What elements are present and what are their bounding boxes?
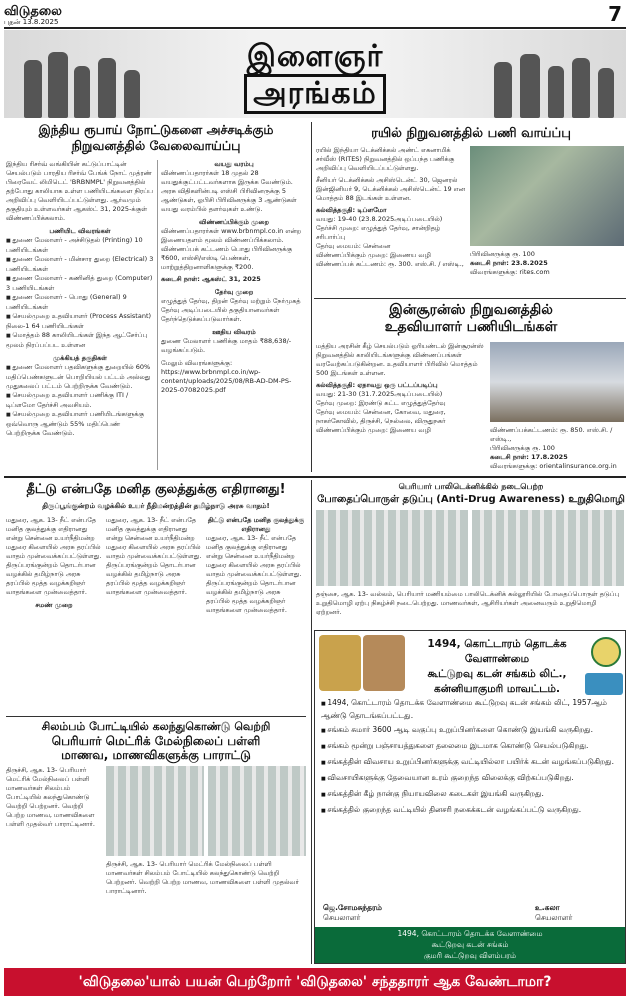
cooperative-ad: [314, 630, 626, 964]
ad-title: [407, 637, 587, 697]
silambam-headline: [6, 720, 306, 762]
insurance-center: தேர்வு மையம்: சென்னை, கோவை, மதுரை, நாகர்கோவில், திருச்சி, நெல்லை, விருதுநகர்: [316, 408, 446, 425]
portrait-photo: [363, 635, 405, 691]
vacancy-section-title: பணியிட விவரங்கள்: [49, 227, 111, 235]
banner: [4, 30, 626, 118]
silambam-headline-3: மாணவ, மாணவிகளுக்கு பாராட்டு: [61, 748, 251, 762]
insurance-mode: விண்ணப்பிக்கும் முறை: இணைய வழி: [316, 426, 431, 434]
more-info-link: மேலும் விவரங்களுக்கு: https://www.brbnmpl.co.in/wp-content/uploads/2025/08/RB-AD-DM-PS-2025-07082025.pdf: [161, 359, 292, 394]
portrait-photo: [319, 635, 361, 691]
ad-bottom-2: கூட்டுறவு கடன் சங்கம்: [431, 940, 509, 949]
court-sub3: சமண் முறை: [35, 601, 73, 609]
rail-fee2: பிரிவினருக்கு ரூ. 100: [470, 250, 535, 258]
drug-pre-headline: பெரியார் பாலிடெக்னிக்கில் நடைபெற்ற: [398, 482, 544, 491]
rail-headline: ரயில் நிறுவனத்தில் பணி வாய்ப்பு: [371, 126, 571, 141]
vacancy-item: ■ துணை மேலாளர் - பொது (General) 9 பணியிடங்கள்: [6, 293, 154, 312]
ad-title-3: கன்னியாகுமரி மாவட்டம்.: [433, 683, 560, 695]
banner-line1: இளைஞர்: [246, 39, 384, 74]
ad-points: [321, 697, 621, 901]
silambam-text: திருச்சி, ஆக. 13- பெரியார் மெட்ரிக் மேல்நிலைப் பள்ளி மாணவர்கள் சிலம்பம் போட்டியில் கலந்துகொண்டு வெற்றி பெற்றனர். வெற்றி பெற்ற மாணவ, மாணவிகளை பள்ளி முதல்வர் பாராட்டினார்.: [6, 766, 95, 828]
silambam-text-2: திருச்சி, ஆக. 13- பெரியார் மெட்ரிக் மேல்நிலைப் பள்ளி மாணவர்கள் சிலம்பம் போட்டியில் கலந்துகொண்டு வெற்றி பெற்றனர். வெற்றி பெற்ற மாணவ, மாணவிகளை பள்ளி முதல்வர் பாராட்டினார்.: [106, 860, 299, 895]
insurance-age: வயது: 21-30 (31.7.2025அடிப்படையில்): [316, 390, 443, 398]
insurance-headline: [316, 302, 626, 336]
court-sub2: திட்டு என்பதே மனித குலத்துக்கு எதிரானது: [207, 516, 305, 533]
ad-point: ■ சங்கத்தின் விவசாய உறுப்பினர்களுக்கு வட்டியில்லா பயிர்க் கடன் வழங்கப்படுகிறது.: [321, 756, 621, 769]
ad-point: ■ சங்கம் மூன்று பஞ்சாயத்துகளை தலைமை இடமாக கொண்டு செயல்படுகிறது.: [321, 740, 621, 753]
ad-point: ■ 1494, கொட்டாரம் தொடக்க வேளாண்மை கூட்டுறவு கடன் சங்கம் லிட், 1957ஆம் ஆண்டு தொடங்கப்பட்டது.: [321, 697, 621, 721]
rail-side: [470, 250, 624, 296]
insurance-side: [490, 426, 624, 472]
court-subheadline: திருப்பூங்குன்றம் வழக்கில் உயர் நீதிமன்றத்தின் தமிழ்நாடு அரசு வாதம்!: [42, 502, 270, 510]
silambam-body: [6, 766, 102, 962]
apply-title: விண்ணப்பிக்கும் முறை: [199, 218, 269, 226]
students-photo: [208, 766, 306, 856]
banner-line2: அரங்கம்: [244, 74, 385, 114]
rail-body: [316, 146, 466, 296]
apply-text: விண்ணப்பதாரர்கள் www.brbnmpl.co.in என்ற இணையதளம் மூலம் விண்ணப்பிக்கலாம். விண்ணப்பக் கட்டணம் பொது பிரிவினருக்கு ₹600, எஸ்சி/எஸ்டி பெண்கள், மாற்றுத்திறனாளிகளுக்கு ₹200.: [161, 227, 302, 271]
ad-title-2: கூட்டுறவு கடன் சங்கம் லிட்.,: [427, 668, 567, 680]
court-body-2: மதுரை, ஆக. 13- நீட் என்பதே மனித குலத்துக்கு எதிரானது என்று சென்னை உயர்நீதிமன்ற மதுரை கிளையில் அரசு தரப்பில் வாதம் முன்வைக்கப்பட்டுள்ளது. திருப்பரங்குன்றம் தொடர்பான வழக்கில் தமிழ்நாடு அரசு தரப்பில் மூத்த வழக்கறிஞர் வாதங்களை முன்வைத்தார்.: [106, 516, 202, 596]
salary-title: ஊதிய விவரம்: [212, 328, 256, 336]
currency-headline-1: இந்திய ரூபாய் நோட்டுகளை அச்சடிக்கும்: [38, 122, 274, 137]
signature-2-role: செயலாளர்: [535, 913, 573, 922]
section-rule: [4, 476, 626, 478]
court-col-1: [6, 516, 102, 714]
rail-select: தேர்ச்சி முறை: எழுத்துத் தேர்வு, சான்றிதழ் சரிபார்ப்பு: [316, 224, 441, 241]
insurance-site: விவரங்களுக்கு: orientalinsurance.org.in: [490, 462, 617, 470]
rail-last: கடைசி நாள்: 23.8.2025: [470, 259, 548, 267]
metro-train-photo: [470, 146, 624, 246]
office-workers-photo: [490, 342, 624, 422]
currency-col-2: [161, 160, 307, 470]
ad-bottom-bar: [315, 927, 625, 963]
ad-bottom-3: குமரி கூட்டுறவு விளம்பரம்: [423, 951, 517, 960]
qualification-section-title: முக்கியத் தகுதிகள்: [52, 354, 108, 362]
rail-text: சீனியர் டெக்னிக்கல் அசிஸ்டென்ட் 30, ஜெனரல் இன்ஜினியர் 9, டெக்னிக்கல் அசிஸ்டென்ட் 19 என மொத்தம் 88 இடங்கள் உள்ளன.: [316, 176, 466, 202]
currency-headline-2: நிறுவனத்தில் வேலைவாய்ப்பு: [71, 138, 241, 153]
last-date: கடைசி நாள்: ஆகஸ்ட் 31, 2025: [161, 275, 261, 283]
court-body-3: மதுரை, ஆக. 13- நீட் என்பதே மனித குலத்துக்கு எதிரானது என்று சென்னை உயர்நீதிமன்ற மதுரை கிளையில் அரசு தரப்பில் வாதம் முன்வைக்கப்பட்டுள்ளது. திருப்பரங்குன்றம் தொடர்பான வழக்கில் தமிழ்நாடு அரசு தரப்பில் மூத்த வழக்கறிஞர் வாதங்களை முன்வைத்தார்.: [206, 534, 302, 614]
banner-title: [4, 40, 626, 114]
ad-point: ■ சங்கத்தின் கீழ் நான்கு நியாயவிலை கடைகள் இயங்கி வருகிறது.: [321, 788, 621, 801]
rail-mode: விண்ணப்பிக்கும் முறை: இணைய வழி: [316, 251, 431, 259]
insurance-body: [316, 342, 486, 472]
court-col-2: [106, 516, 202, 714]
signature-1: [323, 903, 443, 923]
selection-text: எழுத்துத் தேர்வு, திறன் தேர்வு மற்றும் நேர்முகத் தேர்வு அடிப்படையில் தகுதியானவர்கள் தேர்ந்தெடுக்கப்படுவார்கள்.: [161, 297, 301, 323]
page-number: 7: [608, 2, 622, 26]
qualification-item: ■ செயல்முறை உதவியாளர் பணியிடங்களுக்கு ஒவ்வொரு ஆண்டும் 55% மதிப்பெண் பெற்றிருக்க வேண்டும்.: [6, 410, 154, 438]
rail-qual: கல்வித்தகுதி: டிப்ளமோ: [316, 206, 387, 214]
signature-2: [535, 903, 621, 923]
ad-point: ■ சங்கத்தில் குறைந்த வட்டியில் தினசரி நகைக்கடன் வழங்கப்பட்டு வருகிறது.: [321, 804, 621, 817]
rail-center: தேர்வு மையம்: சென்னை: [316, 242, 391, 250]
insurance-headline-1: இன்சூரன்ஸ் நிறுவனத்தில்: [389, 302, 553, 318]
drug-body: [316, 590, 624, 626]
age-text: விண்ணப்பதாரர்கள் 18 முதல் 28 வயதுக்குட்பட்டவர்களாக இருக்க வேண்டும். அரசு விதிகளின்படி எஸ்சி பிரிவினருக்கு 5 ஆண்டுகள், ஓபிசி பிரிவினருக்கு 3 ஆண்டுகள் வயது வரம்பில் தளர்வுகள் உண்டு.: [161, 169, 297, 213]
rail-intro: ரயில் இந்தியா டெக்னிக்கல் அண்ட் எகனாமிக் சர்வீஸ் (RITES) நிறுவனத்தில் ஒப்பந்த பணிக்கு அறிவிப்பு வெளியிடப்பட்டுள்ளது.: [316, 146, 455, 172]
handshake-icon: [585, 673, 623, 695]
vacancy-item: ■ துணை மேலாளர் - கணினித் துறை (Computer) 3 பணியிடங்கள்: [6, 274, 154, 293]
qualification-item: ■ செயல்முறை உதவியாளர் பணிக்கு ITI / டிப்ளமோ தேர்ச்சி அவசியம்.: [6, 391, 154, 410]
vacancy-item: ■ துணை மேலாளர் - மின்சார துறை (Electrical) 3 பணியிடங்கள்: [6, 255, 154, 274]
insurance-select: தேர்வு முறை: இரண்டு கட்ட எழுத்துத்தேர்வு: [316, 399, 446, 407]
silambam-headline-2: பெரியார் மெட்ரிக் மேல்நிலைப் பள்ளி: [51, 734, 261, 748]
masthead-rule: [4, 27, 626, 29]
government-seal-icon: [591, 637, 621, 667]
section-divider: [311, 480, 312, 964]
section-divider: [314, 298, 626, 299]
section-divider: [311, 122, 312, 472]
rail-site: விவரங்களுக்கு: rites.com: [470, 268, 550, 276]
rail-age: வயது: 19-40 (23.8.2025அடிப்படையில்): [316, 215, 443, 223]
court-col-3: [206, 516, 306, 714]
column-divider: [157, 160, 158, 470]
masthead: [4, 4, 626, 26]
insurance-last: கடைசி நாள்: 17.8.2025: [490, 453, 568, 461]
ad-bottom-1: 1494, கொட்டாரம் தொடக்க வேளாண்மை: [397, 929, 543, 938]
subscription-footer: 'விடுதலை'யால் பயன் பெற்றோர் 'விடுதலை' சந்ததாரர் ஆக வேண்டாமா?: [4, 968, 626, 996]
insurance-text: மத்திய அரசின் கீழ் செயல்படும் ஓரியண்டல் இன்சூரன்ஸ் நிறுவனத்தில் காலியிடங்களுக்கு விண்ணப்பங்கள் வரவேற்கப்படுகின்றன. உதவியாளர் பிரிவில் மொத்தம் 500 இடங்கள் உள்ளன.: [316, 342, 484, 377]
ad-point: ■ விவசாயிகளுக்கு தேவையான உரம் குறைந்த விலைக்கு விற்கப்படுகிறது.: [321, 772, 621, 785]
silambam-headline-1: சிலம்பம் போட்டியில் கலந்துகொண்டு வெற்றி: [41, 720, 271, 733]
court-headline: தீட்டு என்பதே மனித குலத்துக்கு எதிரானது!: [26, 482, 286, 497]
section-divider: [6, 716, 306, 717]
pledge-photo: [316, 510, 468, 586]
silambam-body-2: [106, 860, 306, 962]
currency-col-1: [6, 160, 154, 470]
signature-1-role: செயலாளர்: [323, 913, 361, 922]
qualification-item: ■ துணை மேலாளர் பதவிகளுக்கு துறையில் 60% மதிப்பெண்களுடன் பொறியியல் பட்டம் அல்லது முதுகலைப் பட்டம் பெற்றிருக்க வேண்டும்.: [6, 363, 154, 391]
vacancy-item: ■ துணை மேலாளர் - அச்சிடுதல் (Printing) 10 பணியிடங்கள்: [6, 236, 154, 255]
drug-headline: போதைப்பொருள் தடுப்பு (Anti-Drug Awareness) உறுதிமொழி: [317, 494, 625, 505]
rail-fee: விண்ணப்பக் கட்டணம்: ரூ. 300. எஸ்.சி. / எஸ்டி.,: [316, 260, 464, 268]
signature-2-name: உ.கலா: [535, 903, 560, 912]
ad-point: ■ சங்கம் சுமார் 3600 ஆடி வகுப்பு உறுப்பினர்களை கொண்டு இயங்கி வருகிறது.: [321, 724, 621, 737]
paper-name: விடுதலை: [4, 4, 62, 19]
insurance-qual: கல்வித்தகுதி: ஏதாவது ஒரு பட்டப்படிப்பு: [316, 381, 438, 389]
court-body: மதுரை, ஆக. 13- நீட் என்பதே மனித குலத்துக்கு எதிரானது என்று சென்னை உயர்நீதிமன்ற மதுரை கிளையில் அரசு தரப்பில் வாதம் முன்வைக்கப்பட்டுள்ளது. திருப்பரங்குன்றம் தொடர்பான வழக்கில் தமிழ்நாடு அரசு தரப்பில் மூத்த வழக்கறிஞர் வாதங்களை முன்வைத்தார்.: [6, 516, 102, 596]
currency-intro: இந்திய ரிசர்வ் வங்கியின் கட்டுப்பாட்டின் செயல்படும் பாரதிய ரிசர்வ் பேங்க் நோட் முத்ரண் பிரைவேட் லிமிடெட் 'BRBNMPL' நிறுவனத்தில் தற்போது காலியாக உள்ள பணியிடங்களை நிரப்ப அறிவிப்பு வெளியிடப்பட்டுள்ளது. ஆர்வமும் தகுதியும் உள்ளவர்கள் ஆகஸ்ட் 31, 2025-க்குள் விண்ணப்பிக்கலாம்.: [6, 160, 153, 222]
students-photo: [106, 766, 204, 856]
drug-text: தஞ்சை, ஆக. 13- வல்லம், பெரியார் மணியம்மை பாலிடெக்னிக் கல்லூரியில் போதைப்பொருள் தடுப்பு உறுதிமொழி ஏற்பு நிகழ்ச்சி நடைபெற்றது. மாணவர்கள், ஆசிரியர்கள் அனைவரும் உறுதிமொழி ஏற்றனர்.: [316, 590, 620, 616]
age-title: வயது வரம்பு: [214, 160, 254, 168]
salary-text: துணை மேலாளர் பணிக்கு மாதம் ₹88,638/- வழங்கப்படும்.: [161, 337, 292, 354]
vacancy-item: ■ செயல்முறை உதவியாளர் (Process Assistant) நிலை-1 64 பணியிடங்கள்: [6, 312, 154, 331]
selection-title: தேர்வு முறை: [214, 288, 254, 296]
currency-headline: [6, 122, 306, 154]
issue-date: புதன் 13.8.2025: [4, 18, 59, 26]
vacancy-item: ■ மொத்தம் 88 காலியிடங்கள் இந்த ஆட்சேர்ப்பு மூலம் நிரப்பப்பட உள்ளன: [6, 331, 154, 350]
pledge-photo: [472, 510, 624, 586]
ad-title-1: 1494, கொட்டாரம் தொடக்க வேளாண்மை: [427, 638, 567, 665]
insurance-fee2: பிரிவினருக்கு ரூ. 100: [490, 444, 555, 452]
insurance-fee: விண்ணப்பக்கட்டணம்: ரூ. 850. எஸ்.சி. / எஸ்டி.,: [490, 426, 613, 443]
signature-1-name: ஜெ.சோமசுந்தரம்: [323, 903, 382, 912]
insurance-headline-2: உதவியாளர் பணியிடங்கள்: [384, 319, 558, 335]
